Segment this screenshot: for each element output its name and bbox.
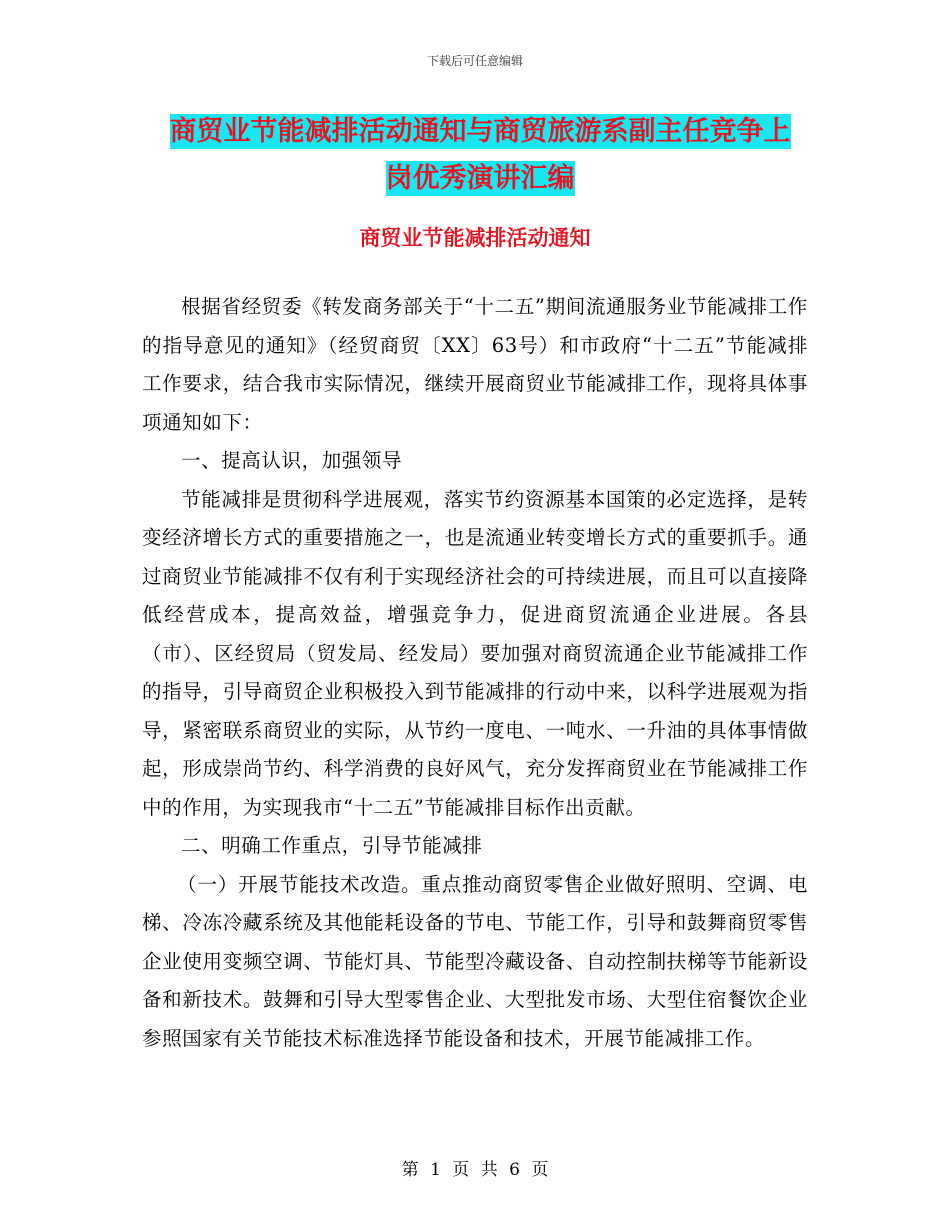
document-title-line-1: 商贸业节能减排活动通知与商贸旅游系副主任竞争上 xyxy=(169,116,791,147)
heading-raise-awareness: 一、提高认识，加强领导 xyxy=(181,449,403,472)
paragraph-awareness: 节能减排是贯彻科学进展观，落实节约资源基本国策的必定选择，是转变经济增长方式的重要措施之一，也是流通业转变增长方式的重要抓手。通过商贸业节能减排不仅有利于实现经济社会的可持续进展，而且可以直接降低经营成本，提高效益，增强竞争力，促进商贸流通企业进展。各县（市）、区经贸局（贸发局、经发局）要加强对商贸流通企业节能减排工作的指导，引导商贸企业积极投入到节能减排的行动中来，以科学进展观为指导，紧密联系商贸业的实际，从节约一度电、一吨水、一升油的具体事情做起，形成崇尚节约、科学消费的良好风气，充分发挥商贸业在节能减排工作中的作用，为实现我市“十二五”节能减排目标作出贡献。 xyxy=(142,487,808,819)
paragraph-technical-renovation: （一）开展节能技术改造。重点推动商贸零售企业做好照明、空调、电梯、冷冻冷藏系统及其他能耗设备的节电、节能工作，引导和鼓舞商贸零售企业使用变频空调、节能灯具、节能型冷藏设备、自动控制扶梯等节能新设备和新技术。鼓舞和引导大型零售企业、大型批发市场、大型住宿餐饮企业参照国家有关节能技术标准选择节能设备和技术，开展节能减排工作。 xyxy=(142,872,808,1050)
header-note: 下载后可任意编辑 xyxy=(426,54,523,68)
paragraph-intro: 根据省经贸委《转发商务部关于“十二五”期间流通服务业节能减排工作的指导意见的通知》（经贸商贸〔XX〕63号）和市政府“十二五”节能减排工作要求，结合我市实际情况，继续开展商贸业节能减排工作，现将具体事项通知如下： xyxy=(142,295,808,434)
document-body xyxy=(142,288,808,1058)
document-title-line-2: 岗优秀演讲汇编 xyxy=(385,163,575,194)
document-title xyxy=(140,108,820,202)
page-number: 第 1 页 共 6 页 xyxy=(401,1160,549,1180)
section-title: 商贸业节能减排活动通知 xyxy=(359,226,591,250)
heading-work-focus: 二、明确工作重点，引导节能减排 xyxy=(181,834,483,857)
